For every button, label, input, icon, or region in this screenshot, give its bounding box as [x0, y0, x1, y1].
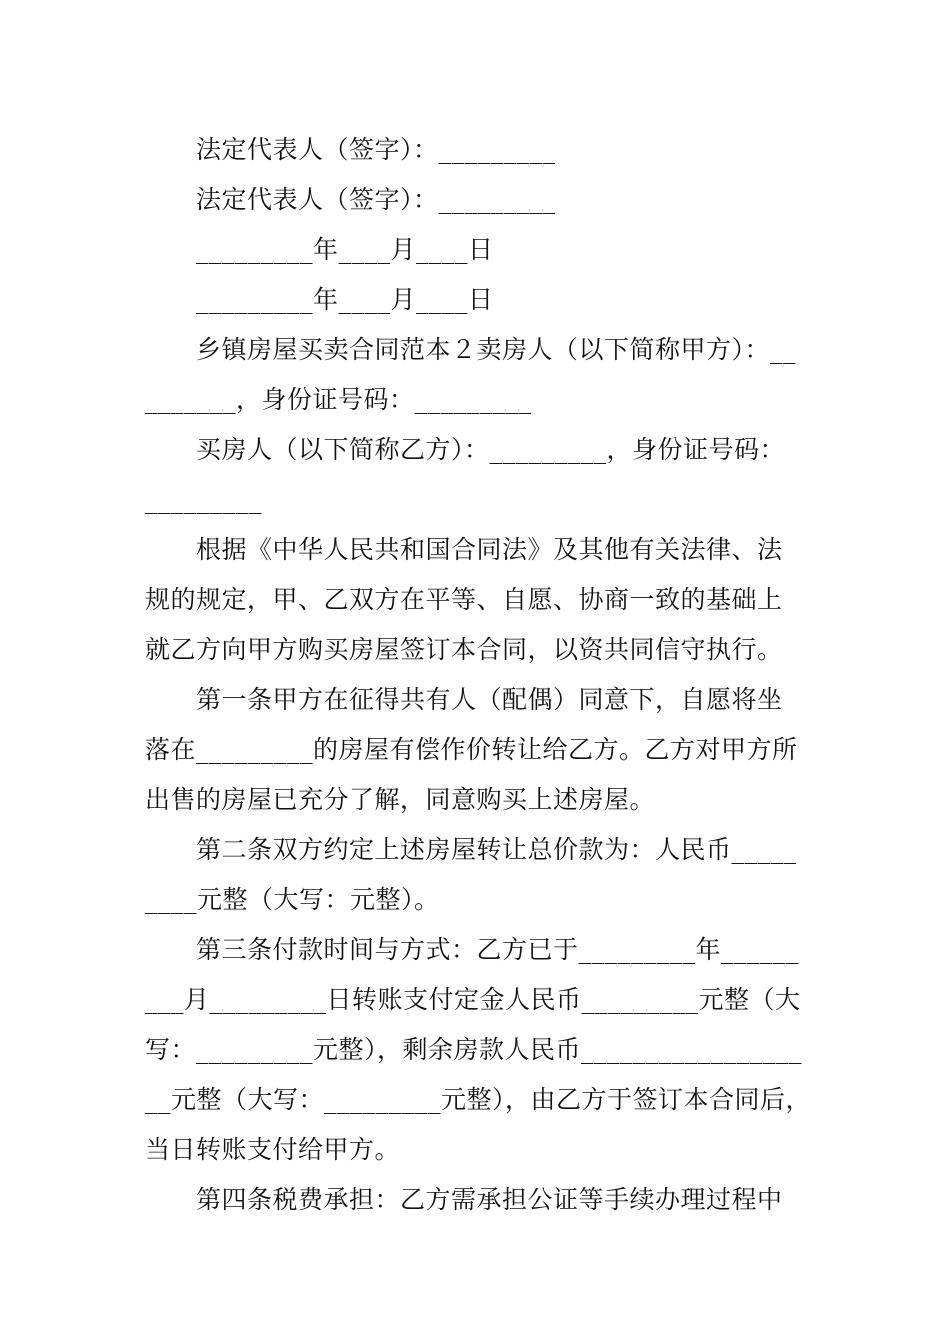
date-line-2: _________年____月____日: [145, 285, 494, 314]
article-1-line-3: 出售的房屋已充分了解，同意购买上述房屋。: [145, 785, 656, 814]
seller-line: 乡镇房屋买卖合同范本２卖房人（以下简称甲方）：__: [145, 335, 797, 364]
article-1-line-2: 落在_________的房屋有偿作价转让给乙方。乙方对甲方所: [145, 735, 798, 764]
preamble-line-2: 规的规定，甲、乙双方在平等、自愿、协商一致的基础上: [145, 585, 783, 614]
article-4-line-1: 第四条税费承担：乙方需承担公证等手续办理过程中: [145, 1185, 783, 1214]
article-3-line-1: 第三条付款时间与方式：乙方已于_________年______: [145, 935, 800, 964]
preamble-line-1: 根据《中华人民共和国合同法》及其他有关法律、法: [145, 535, 783, 564]
article-3-line-3: 写：_________元整），剩余房款人民币_________________: [145, 1035, 803, 1064]
preamble-line-3: 就乙方向甲方购买房屋签订本合同，以资共同信守执行。: [145, 635, 783, 664]
seller-id-line: _______，身份证号码：_________: [145, 385, 532, 414]
signature-line-legal-rep-2: 法定代表人（签字）：_________: [145, 185, 556, 214]
article-3-line-4: __元整（大写：_________元整），由乙方于签订本合同后，: [145, 1085, 812, 1114]
buyer-line: 买房人（以下简称乙方）：_________，身份证号码：: [145, 435, 786, 464]
article-3-line-5: 当日转账支付给甲方。: [145, 1135, 401, 1164]
article-2-line-2: ____元整（大写：元整）。: [145, 885, 440, 914]
buyer-id-line: _________: [145, 485, 262, 514]
signature-line-legal-rep-1: 法定代表人（签字）：_________: [145, 135, 556, 164]
date-line-1: _________年____月____日: [145, 235, 494, 264]
article-2-line-1: 第二条双方约定上述房屋转让总价款为：人民币_____: [145, 835, 797, 864]
article-1-line-1: 第一条甲方在征得共有人（配偶）同意下，自愿将坐: [145, 685, 783, 714]
article-3-line-2: ___月_________日转账支付定金人民币_________元整（大: [145, 985, 801, 1014]
